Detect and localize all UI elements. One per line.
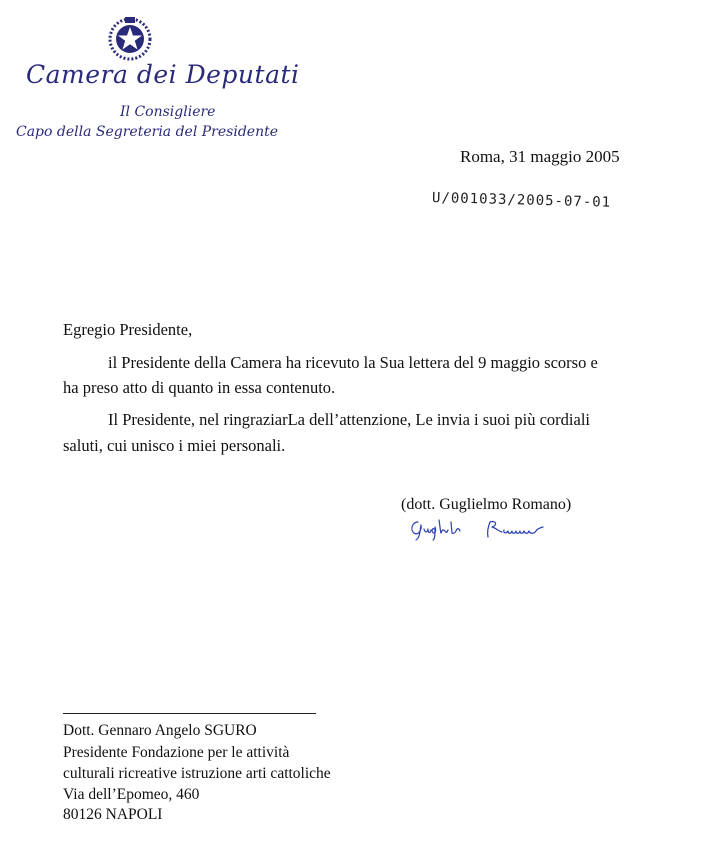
recipient-line: Presidente Fondazione per le attività — [63, 744, 290, 761]
salutation: Egregio Presidente, — [63, 320, 193, 339]
letter-date: Roma, 31 maggio 2005 — [460, 147, 620, 166]
letterhead-title: Camera dei Deputati — [26, 60, 300, 89]
paragraph-2-line-1: Il Presidente, nel ringraziarLa dell’attenzione, Le invia i suoi più cordiali — [108, 410, 590, 429]
recipient-line: culturali ricreative istruzione arti cattoliche — [63, 765, 331, 782]
protocol-stamp: U/001033/2005-07-01 — [431, 190, 612, 211]
handwritten-signature — [408, 512, 578, 542]
paragraph-2-line-2: saluti, cui unisco i miei personali. — [63, 436, 286, 455]
recipient-line: Dott. Gennaro Angelo SGURO — [63, 722, 257, 739]
address-divider — [63, 713, 316, 714]
recipient-line: 80126 NAPOLI — [63, 806, 163, 823]
letterhead-role: Il Consigliere — [120, 104, 216, 120]
republic-emblem — [107, 15, 153, 61]
signatory-name: (dott. Guglielmo Romano) — [401, 496, 572, 513]
letterhead-office: Capo della Segreteria del Presidente — [16, 124, 279, 140]
paragraph-1-line-2: ha preso atto di quanto in essa contenuto. — [63, 378, 336, 397]
recipient-line: Via dell’Epomeo, 460 — [63, 786, 200, 803]
paragraph-1-line-1: il Presidente della Camera ha ricevuto la Sua lettera del 9 maggio scorso e — [108, 353, 598, 372]
